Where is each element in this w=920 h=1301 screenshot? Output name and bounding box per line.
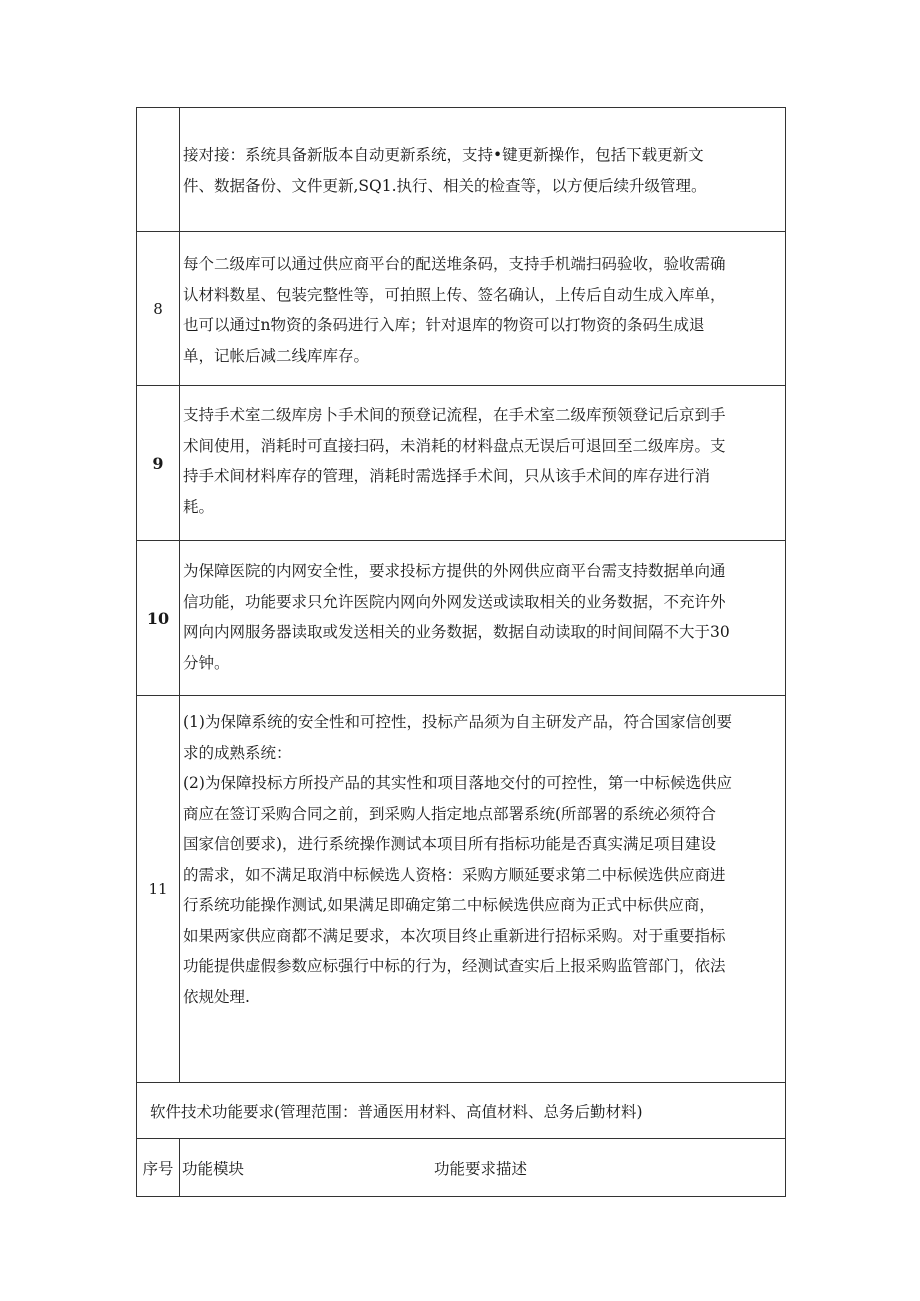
section-title-row [137,1083,785,1139]
header-description: 功能要求描述 [434,1159,528,1178]
table-row [137,232,785,386]
requirements-table [136,107,786,1197]
row-number [137,108,180,231]
header-module: 功能模块 [182,1159,245,1178]
row-description: 支持手术室二级库房卜手术间的预登记流程，在手术室二级库预领登记后京到手 术间使用，消耗时可直接扫码，未消耗的材料盘点无误后可退回至二级库房。支 持手术间材料库存的管理，消耗时需选择手术间，只从该手术间的库存进行消 耗。 [183,406,726,516]
header-seq: 序号 [137,1139,180,1196]
row-description: 为保障医院的内网安全性，要求投标方提供的外网供应商平台需支持数据单向通 信功能，功能要求只允许医院内网向外网发送或读取相关的业务数据，不充许外 网向内网服务器读取或发送相关的业务数据，数据自动读取的时间间隔不大于30 分钟。 [183,562,730,672]
row-description: (1)为保障系统的安全性和可控性，投标产品须为自主研发产品，符合国家信创要 求的成熟系统： (2)为保障投标方所投产品的其实性和项目落地交付的可控性，第一中标候选供应 商应在签订采购合同之前，到采购人指定地点部署系统(所部署的系统必须符合 国家信创要求)，进行系统操作测试本项目所有指标功能是否真实满足项目建设 的需求，如不满足取消中标候选人资格：采购方顺延要求第二中标候选供应商进 行系统功能操作测试,如果满足即确定第二中标候选供应商为正式中标供应商， 如果两家供应商都不满足要求，本次项目终止重新进行招标采购。对于重要指标 功能提供虚假参数应标强行中标的行为，经测试查实后上报采购监管部门，依法 依规处理. [183,713,732,1006]
table-row [137,541,785,696]
header-row [137,1139,785,1197]
row-number: 10 [137,541,180,695]
row-description: 每个二级库可以通过供应商平台的配送堆条码，支持手机端扫码验收，验收需确 认材料数星、包装完整性等，可拍照上传、签名确认，上传后自动生成入库单， 也可以通过n物资的条码进行入库；针对退库的物资可以打物资的条码生成退 单，记帐后减二线库库存。 [183,255,726,365]
section-title: 软件技术功能要求(管理范围：普通医用材料、高值材料、总务后勤材料) [150,1102,643,1121]
row-number: 11 [137,696,180,1082]
table-row [137,108,785,232]
row-number: 9 [137,386,180,540]
row-description: 接对接：系统具备新版本自动更新系统，支持•键更新操作，包括下载更新文 件、数据备份、文件更新,SQ1.执行、相关的检查等，以方便后续升级管理。 [183,146,707,195]
table-row [137,696,785,1083]
row-number: 8 [137,232,180,385]
table-row [137,386,785,541]
